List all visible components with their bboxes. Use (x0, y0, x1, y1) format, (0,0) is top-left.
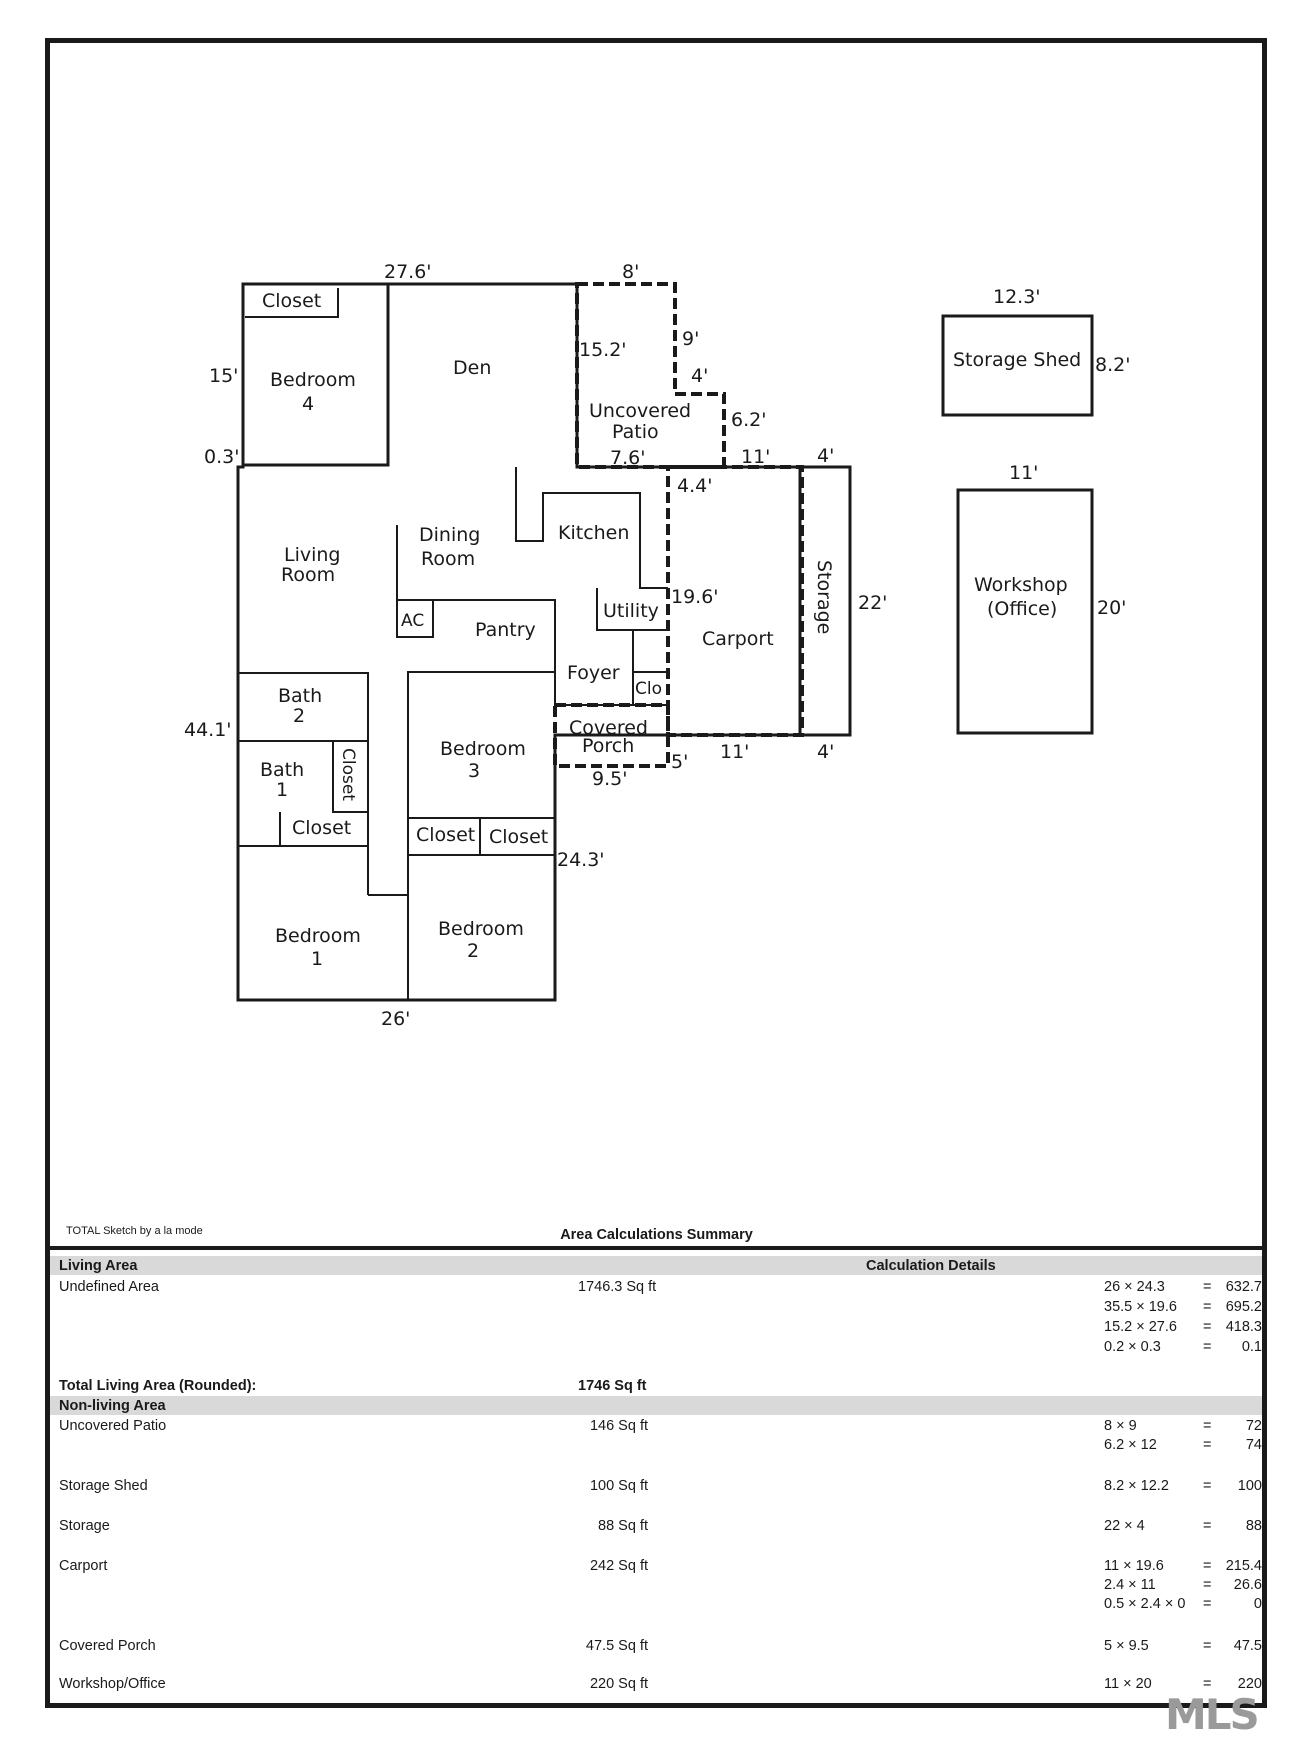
dim-shed-82: 8.2' (1095, 354, 1131, 376)
calc-equals: = (1203, 1339, 1212, 1355)
calc-equals: = (1203, 1577, 1212, 1593)
label-workshop-a: Workshop (974, 574, 1068, 596)
dim-carport-11-bottom: 11' (720, 741, 750, 763)
nonliving-area: 100 Sq ft (589, 1478, 648, 1494)
living-label: Undefined Area (59, 1279, 159, 1295)
nonliving-label: Workshop/Office (59, 1676, 166, 1692)
label-storage-shed: Storage Shed (953, 349, 1082, 371)
label-closet-b3a: Closet (416, 824, 476, 846)
calc-equals: = (1203, 1518, 1212, 1534)
dim-shed-123: 12.3' (993, 286, 1041, 308)
dim-workshop-20: 20' (1097, 597, 1127, 619)
calc-expression: 8.2 × 12.2 (1104, 1478, 1169, 1494)
label-porch-a: Covered (569, 717, 648, 739)
label-closet-vertical: Closet (338, 748, 358, 801)
calc-expression: 26 × 24.3 (1104, 1279, 1165, 1295)
calc-equals: = (1203, 1558, 1212, 1574)
label-kitchen: Kitchen (558, 522, 630, 544)
calc-value: 695.2 (1225, 1299, 1262, 1315)
summary-rule (50, 1246, 1262, 1250)
dim-left-441: 44.1' (184, 719, 232, 741)
dim-patio-152: 15.2' (579, 339, 627, 361)
label-bedroom4-b: 4 (302, 393, 315, 415)
label-bath2-b: 2 (293, 705, 306, 727)
nonliving-label: Storage (59, 1518, 110, 1534)
label-bedroom2-a: Bedroom (438, 918, 524, 940)
label-bedroom3-b: 3 (468, 760, 481, 782)
calc-value: 72 (1245, 1418, 1262, 1434)
calc-expression: 2.4 × 11 (1104, 1577, 1156, 1593)
label-bedroom3-a: Bedroom (440, 738, 526, 760)
dim-top-patio: 8' (622, 261, 640, 283)
calc-equals: = (1203, 1638, 1212, 1654)
label-dining-a: Dining (419, 524, 481, 546)
label-bedroom1-b: 1 (311, 948, 324, 970)
calc-value: 220 (1237, 1676, 1262, 1692)
nonliving-label: Storage Shed (59, 1478, 148, 1494)
dim-storage-22: 22' (858, 592, 888, 614)
summary-title: Area Calculations Summary (560, 1227, 753, 1243)
label-patio-b: Patio (612, 421, 659, 443)
calc-equals: = (1203, 1478, 1212, 1494)
label-bath2-a: Bath (278, 685, 323, 707)
label-bath1-b: 1 (276, 779, 289, 801)
total-living-label: Total Living Area (Rounded): (59, 1378, 257, 1394)
dim-porch-5: 5' (671, 751, 689, 773)
calc-expression: 22 × 4 (1104, 1518, 1145, 1534)
label-ac: AC (401, 611, 425, 631)
calc-expression: 35.5 × 19.6 (1104, 1299, 1177, 1315)
label-foyer: Foyer (567, 662, 620, 684)
nonliving-area: 47.5 Sq ft (585, 1638, 648, 1654)
label-bedroom2-b: 2 (467, 940, 480, 962)
label-utility: Utility (603, 600, 659, 622)
calc-value: 88 (1245, 1518, 1262, 1534)
living-header: Living Area (59, 1258, 138, 1274)
dim-patio-4: 4' (691, 365, 709, 387)
label-porch-b: Porch (582, 735, 635, 757)
calc-value: 0 (1253, 1596, 1262, 1612)
dim-patio-62: 6.2' (731, 409, 767, 431)
dim-workshop-11: 11' (1009, 462, 1039, 484)
dim-porch-95: 9.5' (592, 768, 628, 790)
calc-value: 418.3 (1225, 1319, 1262, 1335)
label-closet-top: Closet (262, 290, 322, 312)
label-carport: Carport (702, 628, 774, 650)
label-den: Den (453, 357, 492, 379)
nonliving-label: Carport (59, 1558, 108, 1574)
dim-carport-11-top: 11' (741, 446, 771, 468)
dim-storage-4-top: 4' (817, 445, 835, 467)
calc-expression: 0.2 × 0.3 (1104, 1339, 1161, 1355)
nonliving-area: 220 Sq ft (589, 1676, 648, 1692)
calc-value: 632.7 (1225, 1279, 1262, 1295)
dim-top-main: 27.6' (384, 261, 432, 283)
calc-expression: 11 × 20 (1104, 1676, 1152, 1692)
nonliving-header-band (50, 1396, 1262, 1415)
calc-equals: = (1203, 1596, 1212, 1612)
calc-expression: 6.2 × 12 (1104, 1437, 1157, 1453)
calc-value: 47.5 (1233, 1638, 1262, 1654)
dim-right-243: 24.3' (557, 849, 605, 871)
dim-bottom-26: 26' (381, 1008, 411, 1030)
nonliving-label: Uncovered Patio (59, 1418, 167, 1434)
dim-storage-4-bottom: 4' (817, 741, 835, 763)
label-bedroom4-a: Bedroom (270, 369, 356, 391)
label-pantry: Pantry (475, 619, 536, 641)
label-storage: Storage (813, 560, 835, 635)
calc-value: 215.4 (1225, 1558, 1262, 1574)
details-header: Calculation Details (866, 1258, 996, 1274)
dim-patio-76: 7.6' (610, 447, 646, 469)
living-area: 1746.3 Sq ft (578, 1279, 657, 1295)
living-header-band (50, 1256, 1262, 1275)
nonliving-area: 88 Sq ft (598, 1518, 648, 1534)
calc-expression: 0.5 × 2.4 × 0 (1104, 1596, 1186, 1612)
nonliving-label: Covered Porch (59, 1638, 156, 1654)
label-workshop-b: (Office) (987, 598, 1058, 620)
mls-logo: MLS (1165, 1690, 1258, 1739)
calc-equals: = (1203, 1279, 1212, 1295)
calc-expression: 5 × 9.5 (1104, 1638, 1149, 1654)
label-dining-b: Room (421, 548, 476, 570)
dim-carport-196: 19.6' (671, 586, 719, 608)
nonliving-area: 146 Sq ft (589, 1418, 648, 1434)
label-closet-bath: Closet (292, 817, 352, 839)
calc-equals: = (1203, 1437, 1212, 1453)
dim-patio-9: 9' (682, 328, 700, 350)
dim-left-15: 15' (209, 365, 239, 387)
nonliving-area: 242 Sq ft (589, 1558, 648, 1574)
calc-expression: 15.2 × 27.6 (1104, 1319, 1177, 1335)
calc-value: 100 (1237, 1478, 1262, 1494)
label-clo: Clo (635, 679, 662, 699)
total-living-value: 1746 Sq ft (578, 1378, 647, 1394)
calc-expression: 8 × 9 (1104, 1418, 1137, 1434)
label-bath1-a: Bath (260, 759, 305, 781)
calc-equals: = (1203, 1319, 1212, 1335)
dim-carport-44: 4.4' (677, 475, 713, 497)
calc-equals: = (1203, 1676, 1212, 1692)
label-living-b: Room (281, 564, 336, 586)
label-bedroom1-a: Bedroom (275, 925, 361, 947)
calc-value: 74 (1245, 1437, 1262, 1453)
label-living-a: Living (284, 544, 341, 566)
sketch-credit: TOTAL Sketch by a la mode (66, 1225, 203, 1237)
calc-expression: 11 × 19.6 (1104, 1558, 1164, 1574)
label-patio-a: Uncovered (589, 400, 692, 422)
calc-equals: = (1203, 1299, 1212, 1315)
dim-left-03: 0.3' (204, 446, 240, 468)
nonliving-header: Non-living Area (59, 1398, 166, 1414)
label-closet-b3b: Closet (489, 826, 549, 848)
calc-equals: = (1203, 1418, 1212, 1434)
calc-value: 0.1 (1241, 1339, 1262, 1355)
calc-value: 26.6 (1233, 1577, 1262, 1593)
wall-bedroom1 (238, 846, 368, 895)
